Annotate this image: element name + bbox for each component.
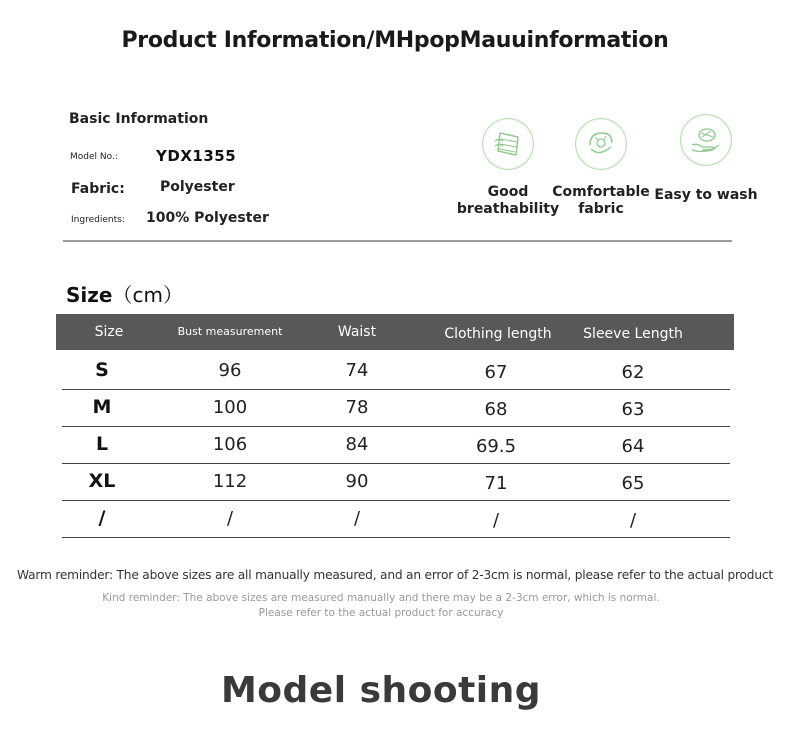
cell-clothing-length: 69.5 [475,436,517,457]
header-waist: Waist [337,324,377,340]
cell-size: XL [88,470,116,492]
cell-clothing-length: 68 [484,399,508,420]
section-divider [63,240,732,242]
easy-wash-icon [680,114,732,166]
ingredients-label: Ingredients: [71,215,125,225]
model-number-value: YDX1355 [156,147,237,165]
basic-info-heading: Basic Information [69,111,209,127]
cell-waist: 74 [345,360,369,381]
feature-breathability-line2: breathability [456,201,560,217]
cell-size: / [98,507,106,529]
feature-comfortable-line1: Comfortable [552,184,650,200]
feature-comfortable-fabric [546,118,656,218]
size-title-unit: （cm） [112,283,183,307]
cell-waist: 84 [345,434,369,455]
table-row [62,426,730,464]
cell-waist: 90 [345,471,369,492]
breathability-icon [482,118,534,170]
cell-bust: 96 [218,360,242,381]
cell-sleeve-length: 65 [621,473,645,494]
feature-easy-wash [651,114,761,204]
warm-reminder: Warm reminder: The above sizes are all manually measured, and an error of 2-3cm is normal, please refer to the actual product [17,568,773,582]
size-title-text: Size [66,283,113,307]
fabric-value: Polyester [160,179,235,195]
fabric-label: Fabric: [71,181,125,197]
kind-reminder [0,591,762,621]
kind-reminder-line1: Kind reminder: The above sizes are measured manually and there may be a 2-3cm error, which is normal. [102,592,660,604]
table-row [62,500,730,538]
header-bust: Bust measurement [177,325,283,338]
ingredients-value: 100% Polyester [146,210,269,226]
cell-waist: / [353,508,361,529]
cell-size: M [92,396,112,418]
cell-bust: 112 [212,471,248,492]
header-sleeve-length: Sleeve Length [583,326,683,342]
cell-size: S [95,359,109,381]
cell-waist: 78 [345,397,369,418]
model-number-label: Model No.: [70,152,118,162]
cell-clothing-length: / [492,510,500,531]
cell-sleeve-length: / [629,510,637,531]
comfortable-fabric-icon [575,118,627,170]
kind-reminder-line2: Please refer to the actual product for accuracy [258,607,504,619]
header-clothing-length: Clothing length [444,326,552,342]
feature-easy-wash-line1: Easy to wash [654,187,758,203]
header-size: Size [94,324,124,340]
size-table-title [66,279,183,308]
model-shooting-heading: Model shooting [220,670,542,711]
table-row [62,463,730,501]
cell-bust: 106 [212,434,248,455]
page-title: Product Information/MHpopMauuinformation [121,28,669,53]
table-row [62,389,730,427]
cell-sleeve-length: 62 [621,362,645,383]
cell-clothing-length: 67 [484,362,508,383]
table-row [62,352,730,390]
feature-breathability-line1: Good [487,184,529,200]
cell-size: L [95,433,109,455]
size-table-header [56,314,734,350]
cell-bust: 100 [212,397,248,418]
cell-clothing-length: 71 [484,473,508,494]
cell-sleeve-length: 64 [621,436,645,457]
cell-bust: / [226,508,234,529]
cell-sleeve-length: 63 [621,399,645,420]
feature-comfortable-line2: fabric [578,201,624,217]
